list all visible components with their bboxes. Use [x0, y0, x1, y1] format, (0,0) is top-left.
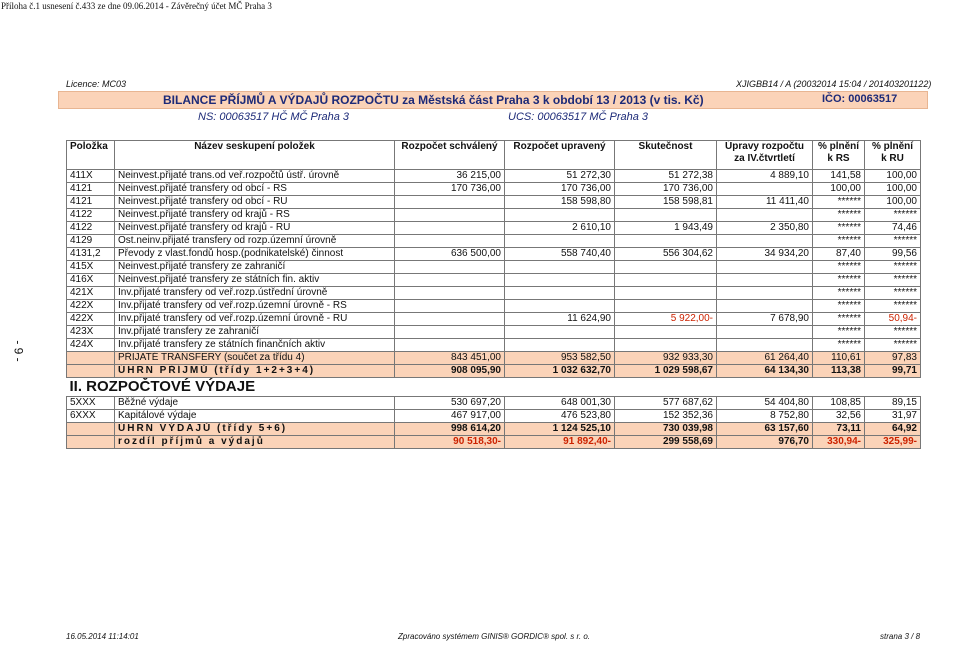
- cell-sk: 730 039,98: [615, 423, 717, 436]
- footer-date: 16.05.2014 11:14:01: [66, 632, 139, 641]
- cell-ru: [505, 235, 615, 248]
- cell-sk: [615, 339, 717, 352]
- cell-code: 4122: [67, 209, 115, 222]
- cell-prs: ******: [813, 313, 865, 326]
- cell-ru: 11 624,90: [505, 313, 615, 326]
- cell-ru: 1 032 632,70: [505, 365, 615, 378]
- expense-rows: [67, 397, 921, 449]
- cell-ru: 170 736,00: [505, 183, 615, 196]
- cell-sk: [615, 287, 717, 300]
- cell-ru: 648 001,30: [505, 397, 615, 410]
- cell-pru: 31,97: [865, 410, 921, 423]
- cell-pru: ******: [865, 339, 921, 352]
- side-page-number: - 9 -: [11, 340, 26, 362]
- cell-sk: [615, 274, 717, 287]
- cell-sk: 556 304,62: [615, 248, 717, 261]
- table-row: [67, 339, 921, 352]
- cell-pru: 64,92: [865, 423, 921, 436]
- table-row: [67, 410, 921, 423]
- cell-sk: [615, 326, 717, 339]
- cell-ru: [505, 261, 615, 274]
- cell-rs: [395, 326, 505, 339]
- cell-pru: ******: [865, 274, 921, 287]
- cell-name: Neinvest.přijaté transfery ze zahraničí: [115, 261, 395, 274]
- cell-sk: 170 736,00: [615, 183, 717, 196]
- cell-ru: 953 582,50: [505, 352, 615, 365]
- revenue-rows: [67, 170, 921, 378]
- col-header-ru: Rozpočet upravený: [505, 141, 615, 170]
- table-row: [67, 209, 921, 222]
- cell-ru: [505, 300, 615, 313]
- cell-prs: 141,58: [813, 170, 865, 183]
- cell-sk: 158 598,81: [615, 196, 717, 209]
- table-row: [67, 313, 921, 326]
- table-row: [67, 326, 921, 339]
- cell-name: Inv.přijaté transfery od veř.rozp.ústřední úrovně: [115, 287, 395, 300]
- cell-code: 4121: [67, 196, 115, 209]
- cell-ru: [505, 287, 615, 300]
- cell-name: Inv.přijaté transfery ze zahraničí: [115, 326, 395, 339]
- cell-pru: 99,71: [865, 365, 921, 378]
- cell-up: 7 678,90: [717, 313, 813, 326]
- cell-ru: [505, 339, 615, 352]
- cell-code: 415X: [67, 261, 115, 274]
- cell-prs: 330,94-: [813, 436, 865, 449]
- cell-up: 54 404,80: [717, 397, 813, 410]
- cell-rs: 467 917,00: [395, 410, 505, 423]
- cell-prs: 108,85: [813, 397, 865, 410]
- cell-rs: 90 518,30-: [395, 436, 505, 449]
- report-code: XJIGBB14 / A (20032014 15:04 / 201403201122): [736, 79, 932, 89]
- cell-code: 422X: [67, 300, 115, 313]
- cell-pru: 100,00: [865, 183, 921, 196]
- cell-pru: 74,46: [865, 222, 921, 235]
- attachment-note: Příloha č.1 usnesení č.433 ze dne 09.06.2014 - Závěrečný účet MČ Praha 3: [1, 1, 272, 11]
- table-row: [67, 423, 921, 436]
- cell-prs: 32,56: [813, 410, 865, 423]
- section-2: [67, 378, 921, 397]
- cell-ru: 1 124 525,10: [505, 423, 615, 436]
- table-row: [67, 436, 921, 449]
- cell-up: 61 264,40: [717, 352, 813, 365]
- cell-sk: 1 029 598,67: [615, 365, 717, 378]
- cell-code: 4122: [67, 222, 115, 235]
- cell-sk: 152 352,36: [615, 410, 717, 423]
- footer-page: strana 3 / 8: [880, 632, 921, 641]
- cell-ru: [505, 326, 615, 339]
- cell-rs: [395, 196, 505, 209]
- cell-prs: ******: [813, 261, 865, 274]
- cell-name: Inv.přijaté transfery od veř.rozp.územní úrovně - RS: [115, 300, 395, 313]
- col-header-nazev: Název seskupení položek: [115, 141, 395, 170]
- cell-sk: 299 558,69: [615, 436, 717, 449]
- cell-name: Inv.přijaté transfery ze státních finančních aktiv: [115, 339, 395, 352]
- cell-rs: [395, 339, 505, 352]
- cell-pru: ******: [865, 261, 921, 274]
- cell-rs: [395, 287, 505, 300]
- cell-rs: [395, 274, 505, 287]
- cell-prs: ******: [813, 339, 865, 352]
- cell-code: 5XXX: [67, 397, 115, 410]
- cell-up: 2 350,80: [717, 222, 813, 235]
- table-row: [67, 397, 921, 410]
- cell-pru: ******: [865, 326, 921, 339]
- cell-pru: 89,15: [865, 397, 921, 410]
- table-row: [67, 287, 921, 300]
- cell-name: ÚHRN VÝDAJŮ (třídy 5+6): [115, 423, 395, 436]
- cell-ru: 91 892,40-: [505, 436, 615, 449]
- cell-sk: 1 943,49: [615, 222, 717, 235]
- cell-name: PŘIJATÉ TRANSFERY (součet za třídu 4): [115, 352, 395, 365]
- cell-sk: [615, 209, 717, 222]
- cell-pru: ******: [865, 300, 921, 313]
- cell-rs: 908 095,90: [395, 365, 505, 378]
- table-row: [67, 352, 921, 365]
- cell-up: 63 157,60: [717, 423, 813, 436]
- cell-name: Neinvest.přijaté transfery od obcí - RS: [115, 183, 395, 196]
- cell-ru: [505, 209, 615, 222]
- cell-code: 416X: [67, 274, 115, 287]
- cell-rs: [395, 222, 505, 235]
- table-header-row: [67, 141, 921, 170]
- budget-table: [66, 140, 921, 449]
- cell-prs: 100,00: [813, 183, 865, 196]
- cell-up: 4 889,10: [717, 170, 813, 183]
- ico-label: IČO: 00063517: [822, 93, 898, 105]
- cell-name: Inv.přijaté transfery od veř.rozp.územní úrovně - RU: [115, 313, 395, 326]
- cell-prs: 73,11: [813, 423, 865, 436]
- cell-sk: [615, 300, 717, 313]
- cell-code: 423X: [67, 326, 115, 339]
- cell-rs: [395, 300, 505, 313]
- cell-rs: 530 697,20: [395, 397, 505, 410]
- cell-prs: ******: [813, 287, 865, 300]
- cell-prs: ******: [813, 235, 865, 248]
- cell-sk: 577 687,62: [615, 397, 717, 410]
- cell-rs: 998 614,20: [395, 423, 505, 436]
- cell-prs: 110,61: [813, 352, 865, 365]
- cell-code: [67, 365, 115, 378]
- table-row: [67, 300, 921, 313]
- cell-ru: 2 610,10: [505, 222, 615, 235]
- cell-up: 64 134,30: [717, 365, 813, 378]
- table-row: [67, 196, 921, 209]
- cell-prs: ******: [813, 222, 865, 235]
- cell-code: 4121: [67, 183, 115, 196]
- cell-up: [717, 339, 813, 352]
- cell-sk: [615, 261, 717, 274]
- cell-ru: [505, 274, 615, 287]
- cell-pru: 97,83: [865, 352, 921, 365]
- cell-up: [717, 261, 813, 274]
- cell-rs: [395, 209, 505, 222]
- cell-pru: 325,99-: [865, 436, 921, 449]
- cell-rs: [395, 235, 505, 248]
- cell-pru: ******: [865, 209, 921, 222]
- cell-prs: ******: [813, 326, 865, 339]
- cell-up: [717, 300, 813, 313]
- cell-sk: 5 922,00-: [615, 313, 717, 326]
- cell-code: 4129: [67, 235, 115, 248]
- cell-code: 424X: [67, 339, 115, 352]
- col-header-plneni-ru: % plnění k RU: [865, 141, 921, 170]
- cell-up: [717, 274, 813, 287]
- cell-ru: 476 523,80: [505, 410, 615, 423]
- cell-name: rozdíl příjmů a výdajů: [115, 436, 395, 449]
- cell-up: 8 752,80: [717, 410, 813, 423]
- cell-rs: [395, 313, 505, 326]
- cell-name: Neinvest.přijaté transfery od obcí - RU: [115, 196, 395, 209]
- cell-rs: [395, 261, 505, 274]
- cell-code: 421X: [67, 287, 115, 300]
- col-header-skutecnost: Skutečnost: [615, 141, 717, 170]
- cell-name: Ost.neinv.přijaté transfery od rozp.územní úrovně: [115, 235, 395, 248]
- cell-name: Neinvest.přijaté trans.od veř.rozpočtů ústř. úrovně: [115, 170, 395, 183]
- cell-prs: ******: [813, 196, 865, 209]
- col-header-rs: Rozpočet schválený: [395, 141, 505, 170]
- cell-code: 4131,2: [67, 248, 115, 261]
- cell-up: [717, 326, 813, 339]
- cell-pru: ******: [865, 235, 921, 248]
- cell-ru: 51 272,30: [505, 170, 615, 183]
- cell-sk: 932 933,30: [615, 352, 717, 365]
- cell-prs: ******: [813, 274, 865, 287]
- cell-prs: 113,38: [813, 365, 865, 378]
- section-title: II. ROZPOČTOVÉ VÝDAJE: [67, 378, 921, 397]
- table-row: [67, 235, 921, 248]
- report-title: BILANCE PŘÍJMŮ A VÝDAJŮ ROZPOČTU za Městská část Praha 3 k období 13 / 2013 (v tis. Kč): [163, 93, 704, 107]
- table-row: [67, 261, 921, 274]
- col-header-polozka: Položka: [67, 141, 115, 170]
- cell-code: 411X: [67, 170, 115, 183]
- col-header-plneni-rs: % plnění k RS: [813, 141, 865, 170]
- cell-code: [67, 436, 115, 449]
- cell-sk: [615, 235, 717, 248]
- cell-pru: 50,94-: [865, 313, 921, 326]
- cell-up: 976,70: [717, 436, 813, 449]
- cell-name: Kapitálové výdaje: [115, 410, 395, 423]
- table-row: [67, 222, 921, 235]
- cell-up: [717, 209, 813, 222]
- cell-rs: 636 500,00: [395, 248, 505, 261]
- cell-sk: 51 272,38: [615, 170, 717, 183]
- cell-ru: 158 598,80: [505, 196, 615, 209]
- cell-name: Neinvest.přijaté transfery ze státních fin. aktiv: [115, 274, 395, 287]
- cell-prs: 87,40: [813, 248, 865, 261]
- cell-up: [717, 183, 813, 196]
- licence-label: Licence: MC03: [66, 79, 127, 89]
- cell-up: [717, 287, 813, 300]
- table-row: [67, 170, 921, 183]
- cell-code: 422X: [67, 313, 115, 326]
- cell-code: [67, 352, 115, 365]
- cell-name: Neinvest.přijaté transfery od krajů - RU: [115, 222, 395, 235]
- cell-up: 34 934,20: [717, 248, 813, 261]
- cell-code: 6XXX: [67, 410, 115, 423]
- cell-name: ÚHRN PŘÍJMŮ (třídy 1+2+3+4): [115, 365, 395, 378]
- cell-code: [67, 423, 115, 436]
- ucs-label: UCS: 00063517 MČ Praha 3: [508, 111, 649, 123]
- table-row: [67, 183, 921, 196]
- col-header-upravy: Úpravy rozpočtu za IV.čtvrtletí: [717, 141, 813, 170]
- section-row: [67, 378, 921, 397]
- cell-pru: 100,00: [865, 170, 921, 183]
- cell-up: [717, 235, 813, 248]
- cell-ru: 558 740,40: [505, 248, 615, 261]
- cell-pru: ******: [865, 287, 921, 300]
- cell-name: Neinvest.přijaté transfery od krajů - RS: [115, 209, 395, 222]
- ns-label: NS: 00063517 HČ MČ Praha 3: [198, 111, 350, 123]
- cell-name: Běžné výdaje: [115, 397, 395, 410]
- cell-pru: 99,56: [865, 248, 921, 261]
- cell-up: 11 411,40: [717, 196, 813, 209]
- cell-prs: ******: [813, 300, 865, 313]
- table-row: [67, 248, 921, 261]
- table-row: [67, 274, 921, 287]
- cell-prs: ******: [813, 209, 865, 222]
- cell-rs: 170 736,00: [395, 183, 505, 196]
- cell-pru: 100,00: [865, 196, 921, 209]
- cell-name: Převody z vlast.fondů hosp.(podnikatelské) činnost: [115, 248, 395, 261]
- table-row: [67, 365, 921, 378]
- cell-rs: 843 451,00: [395, 352, 505, 365]
- footer-system: Zpracováno systémem GINIS® GORDIC® spol. s r. o.: [398, 632, 590, 641]
- cell-rs: 36 215,00: [395, 170, 505, 183]
